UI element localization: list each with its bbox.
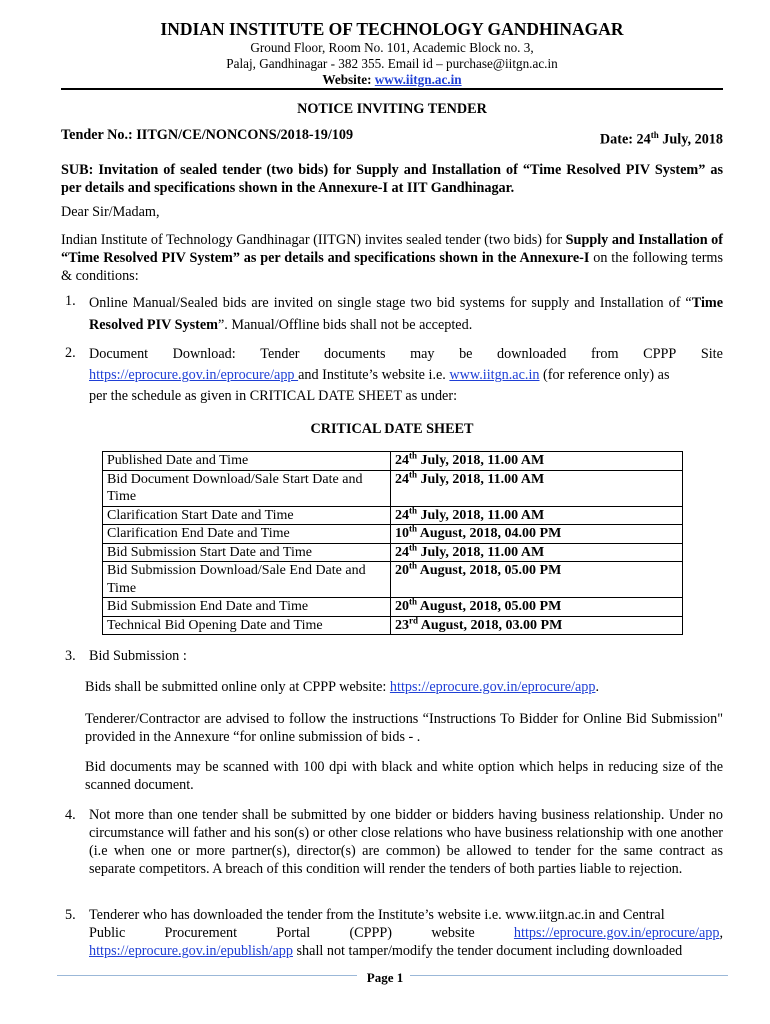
table-row [103, 452, 683, 471]
item2-word: from [590, 346, 619, 362]
list-number: 1. [65, 293, 76, 309]
date-day: 20 [395, 599, 409, 614]
intro-plain: Indian Institute of Technology Gandhinagar (IITGN) invites sealed tender (two bids) for [61, 232, 566, 248]
date-value [391, 598, 683, 617]
item5-word: Public [89, 925, 126, 941]
table-row [103, 616, 683, 635]
cppp-submit-link[interactable]: https://eprocure.gov.in/eprocure/app [389, 679, 596, 695]
item5-line-3 [89, 942, 723, 960]
bid-submission-p3: Bid documents may be scanned with 100 dpi with black and white option which helps in reducing size of the scanned document. [85, 759, 723, 793]
date-rest: August, 2018, 05.00 PM [417, 563, 562, 578]
list-number: 4. [65, 807, 76, 823]
date-rest: July, 2018, 11.00 AM [417, 471, 545, 487]
date-label: Technical Bid Opening Date and Time [103, 616, 391, 635]
item2-word: downloaded [497, 346, 567, 362]
tender-number-value: IITGN/CE/NONCONS/2018-19/109 [136, 127, 354, 143]
item2-line-1 [89, 344, 723, 365]
bid-submission-p2: Tenderer/Contractor are advised to follow the instructions “Instructions To Bidder for Online Bid Submission" provided in the Annexure “for online submission of bids - . [85, 711, 723, 745]
date-value [391, 543, 683, 562]
date-rest: August, 2018, 04.00 PM [417, 526, 562, 541]
critical-date-sheet-title: CRITICAL DATE SHEET [310, 421, 474, 437]
date-label: Bid Submission End Date and Time [103, 598, 391, 617]
item2-word: Download: [172, 346, 236, 362]
date-sup: th [409, 523, 418, 534]
intro-paragraph [61, 231, 723, 285]
list-number: 5. [65, 907, 76, 923]
date-value [391, 506, 683, 525]
list-item-text: Not more than one tender shall be submitted by one bidder or bidders having business relationship. Under no circumstance will father and his son(s) or other close relations who have business relationship with one another (i.e when one or more partner(s), director(s) are common) be allowed to tender for the same contract as separate competitors. A breach of this condition will render the tenders of both parties liable to rejection. [89, 807, 723, 877]
list-number: 2. [65, 345, 76, 361]
item2-line-3: per the schedule as given in CRITICAL DATE SHEET as under: [89, 388, 458, 404]
salutation: Dear Sir/Madam, [61, 204, 160, 220]
item5-word: Portal [276, 925, 311, 941]
institute-title: INDIAN INSTITUTE OF TECHNOLOGY GANDHINAGAR [160, 19, 624, 39]
website-link[interactable]: www.iitgn.ac.in [374, 72, 462, 87]
tender-date-label: Date: 24 [599, 131, 651, 148]
table-row [103, 470, 683, 506]
date-day: 24 [395, 544, 409, 560]
date-sup: th [409, 504, 418, 515]
date-sup: th [409, 450, 418, 461]
item2-tail: (for reference only) as [539, 367, 670, 383]
date-rest: August, 2018, 03.00 PM [418, 617, 563, 633]
item5-comma: , [719, 925, 723, 941]
date-value [391, 562, 683, 598]
list-number: 3. [65, 648, 76, 664]
date-day: 10 [395, 526, 409, 541]
date-rest: August, 2018, 05.00 PM [417, 599, 562, 614]
intro-end: on the following terms & conditions: [61, 250, 723, 284]
tender-date [600, 126, 723, 149]
date-value [391, 616, 683, 635]
critical-date-table [102, 451, 683, 635]
date-label: Clarification Start Date and Time [103, 506, 391, 525]
intro-bold: Supply and Installation of “Time Resolved PIV System” as per details and specifications shown in the Annexure-I [61, 232, 723, 266]
date-rest: July, 2018, 11.00 AM [417, 507, 545, 523]
table-row [103, 598, 683, 617]
address-line-2: Palaj, Gandhinagar - 382 355. Email id – purchase@iitgn.ac.in [226, 56, 558, 71]
item5-line1-text: Tenderer who has downloaded the tender from the Institute’s website i.e. www.iitgn.ac.in and Central [89, 907, 665, 923]
date-value [391, 525, 683, 544]
website-line [61, 72, 723, 88]
item5-line3-end: shall not tamper/modify the tender document including downloaded [292, 943, 683, 959]
item5-line-2 [89, 924, 723, 942]
item5-line-1 [89, 906, 723, 924]
table-row [103, 543, 683, 562]
cppp-app-link[interactable]: https://eprocure.gov.in/eprocure/app [513, 925, 720, 941]
critical-date-table-body [103, 452, 683, 635]
item1-text-a: Online Manual/Sealed bids are invited on single stage two bid systems for supply and Installation of “ [89, 295, 692, 311]
notice-title: NOTICE INVITING TENDER [297, 101, 487, 117]
website-label: Website: [322, 72, 375, 87]
item2-word: Tender [260, 346, 300, 362]
item5-word: (CPPP) [349, 925, 393, 941]
tender-number [61, 126, 353, 149]
p1-end: . [595, 679, 599, 695]
page-number: Page 1 [366, 970, 404, 985]
table-row [103, 506, 683, 525]
list-item-text [89, 344, 723, 407]
address-line-1: Ground Floor, Room No. 101, Academic Block no. 3, [250, 40, 534, 55]
date-day: 23 [395, 617, 409, 633]
item2-word: CPPP [643, 346, 677, 362]
date-day: 24 [395, 507, 409, 523]
date-value [391, 452, 683, 471]
list-item-text [89, 906, 723, 960]
table-row [103, 525, 683, 544]
tender-date-rest: July, 2018 [658, 131, 723, 148]
bid-submission-title: Bid Submission : [89, 648, 187, 664]
item5-word: website [431, 925, 475, 941]
cppp-publish-link[interactable]: https://eprocure.gov.in/epublish/app [89, 943, 293, 959]
item1-text-b: ”. Manual/Offline bids shall not be accepted. [218, 317, 473, 333]
list-item-text [89, 292, 723, 336]
subject: SUB: Invitation of sealed tender (two bids) for Supply and Installation of “Time Resolved PIV System” as per details and specifications shown in the Annexure-I at IIT Gandhinagar. [61, 162, 723, 196]
item2-word: be [459, 346, 473, 362]
date-rest: July, 2018, 11.00 AM [417, 453, 545, 468]
table-row [103, 562, 683, 598]
item2-word: Document [89, 346, 149, 362]
date-sup: th [409, 468, 418, 479]
tender-line [61, 126, 723, 149]
cppp-link[interactable]: https://eprocure.gov.in/eprocure/app [89, 367, 299, 383]
date-sup: rd [409, 614, 418, 625]
date-day: 24 [395, 453, 409, 468]
item5-word: Procurement [164, 925, 238, 941]
tender-date-sup: th [650, 130, 659, 140]
date-label: Published Date and Time [103, 452, 391, 471]
tender-number-label: Tender No.: [61, 127, 137, 143]
date-label: Clarification End Date and Time [103, 525, 391, 544]
bid-submission-p1 [85, 678, 723, 696]
p1-text: Bids shall be submitted online only at CPPP website: [85, 679, 390, 695]
item2-word: Site [700, 346, 723, 362]
date-rest: July, 2018, 11.00 AM [417, 544, 545, 560]
date-label: Bid Submission Start Date and Time [103, 543, 391, 562]
item1-text-bold: Time Resolved PIV System [89, 295, 723, 333]
item2-line-2 [89, 365, 723, 386]
date-sup: th [409, 560, 418, 571]
date-label: Bid Submission Download/Sale End Date and Time [103, 562, 391, 598]
date-day: 20 [395, 563, 409, 578]
item2-word: may [410, 346, 435, 362]
date-sup: th [409, 541, 418, 552]
date-label: Bid Document Download/Sale Start Date and Time [103, 470, 391, 506]
item2-mid: and Institute’s website i.e. [298, 367, 450, 383]
item2-word: documents [324, 346, 386, 362]
header-rule [61, 88, 723, 90]
date-sup: th [409, 596, 418, 607]
institute-website-link[interactable]: www.iitgn.ac.in [449, 367, 540, 383]
date-value [391, 470, 683, 506]
date-day: 24 [395, 471, 409, 487]
